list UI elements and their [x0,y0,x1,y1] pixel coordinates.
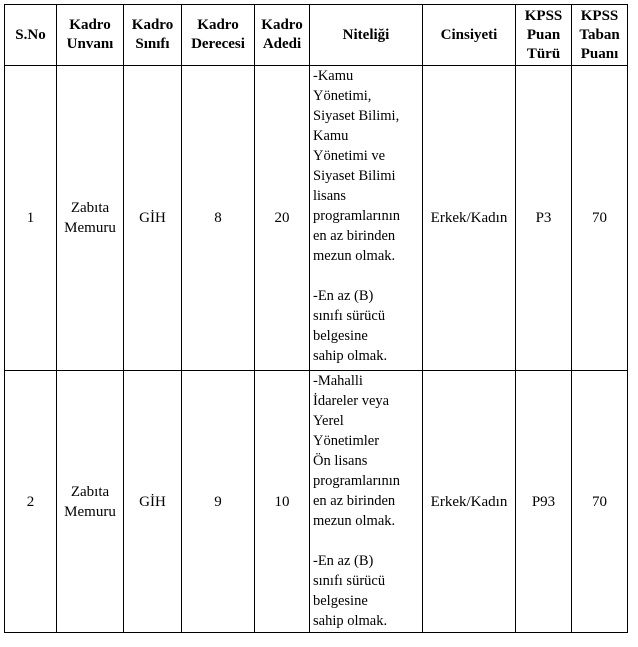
header-sno: S.No [5,5,57,66]
table-row [5,371,628,633]
cadre-table [4,4,628,633]
header-adet: Kadro Adedi [255,5,310,66]
cell-nitelik: -Kamu Yönetimi, Siyaset Bilimi, Kamu Yönetimi ve Siyaset Bilimi lisans programlarının en az birinden mezun olmak. -En az (B) sınıfı sürücü belgesine sahip olmak. [310,66,423,371]
header-sinif: Kadro Sınıfı [124,5,182,66]
cell-taban: 70 [572,66,628,371]
cell-puan-turu: P93 [516,371,572,633]
cell-sinif: GİH [124,66,182,371]
document-page [4,4,628,633]
header-cinsiyet: Cinsiyeti [423,5,516,66]
header-taban: KPSS Taban Puanı [572,5,628,66]
cell-adet: 10 [255,371,310,633]
header-unvan: Kadro Unvanı [57,5,124,66]
table-row [5,66,628,371]
cell-cinsiyet: Erkek/Kadın [423,66,516,371]
header-puan-turu: KPSS Puan Türü [516,5,572,66]
cell-derece: 8 [182,66,255,371]
cell-sinif: GİH [124,371,182,633]
cell-derece: 9 [182,371,255,633]
cell-sno: 2 [5,371,57,633]
cell-cinsiyet: Erkek/Kadın [423,371,516,633]
header-nitelik: Niteliği [310,5,423,66]
cell-unvan: Zabıta Memuru [57,66,124,371]
header-row [5,5,628,66]
header-derece: Kadro Derecesi [182,5,255,66]
cell-taban: 70 [572,371,628,633]
cell-nitelik: -Mahalli İdareler veya Yerel Yönetimler Ön lisans programlarının en az birinden mezun olmak. -En az (B) sınıfı sürücü belgesine sahip olmak. [310,371,423,633]
cell-puan-turu: P3 [516,66,572,371]
cell-unvan: Zabıta Memuru [57,371,124,633]
cell-adet: 20 [255,66,310,371]
cell-sno: 1 [5,66,57,371]
